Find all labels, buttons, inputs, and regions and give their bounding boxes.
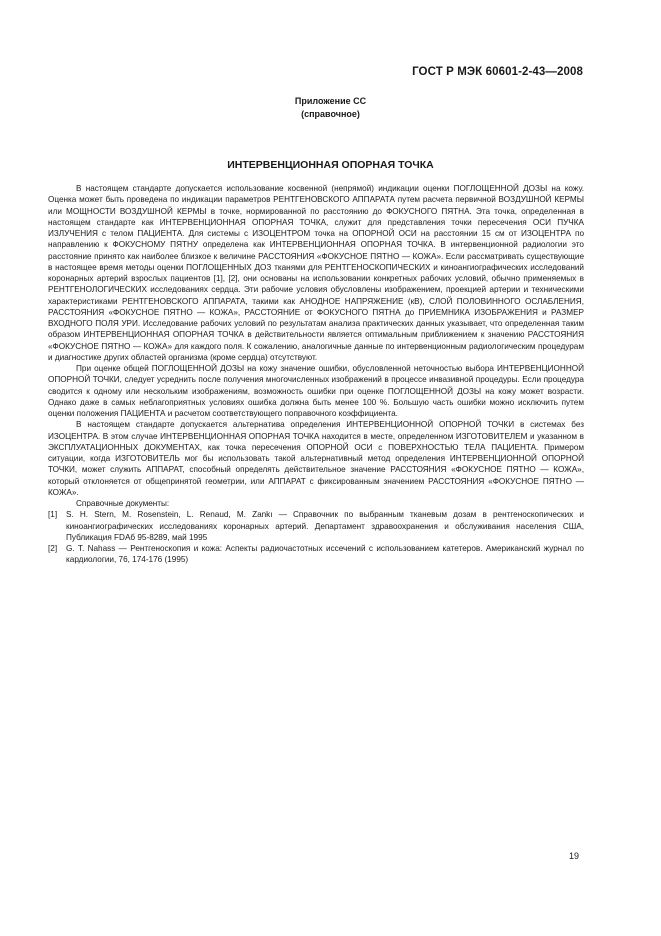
reference-number: [2]	[48, 544, 58, 553]
reference-text: S. H. Stern, M. Rosenstein, L. Renaud, M. Zankı — Справочник по выбранным тканевым дозам в рентгеноскопических и киноангиографических исследованиях коронарных артерий. Департамент здравоохранения и обслуживания населения США, Публикация FDАб 95-8289, май 1995	[66, 510, 584, 542]
references-heading: Справочные документы:	[76, 499, 170, 508]
paragraph: В настоящем стандарте допускается альтернатива определения ИНТЕРВЕНЦИОННОЙ ОПОРНОЙ ТОЧКИ в системах без ИЗОЦЕНТРА. В этом случае ИНТЕРВЕНЦИОННАЯ ОПОРНАЯ ТОЧКА находится в месте, определенном ИЗГОТОВИТЕЛЕМ и указанном в ЭКСПЛУАТАЦИОННЫХ ДОКУМЕНТАХ, как точка пересечения ОПОРНОЙ ОСИ с ПОВЕРХНОСТЬЮ ТЕЛА ПАЦИЕНТА. Примером ситуации, когда ИЗГОТОВИТЕЛЬ мог бы использовать такой альтернативный метод определения ИНТЕРВЕНЦИОННОЙ ОПОРНОЙ ТОЧКИ, может служить АППАРАТ, способный определять действительное значение РАССТОЯНИЯ «ФОКУСНОЕ ПЯТНО — КОЖА», который отклоняется от общепринятой геометрии, или АППАРАТ с фиксированным значением РАССТОЯНИЯ «ФОКУСНОЕ ПЯТНО — КОЖА».	[48, 420, 584, 497]
annex-name: Приложение СС	[294, 96, 367, 106]
standard-designation: ГОСТ Р МЭК 60601-2-43—2008	[412, 66, 583, 78]
body-text	[48, 183, 584, 566]
paragraph: В настоящем стандарте допускается использование косвенной (непрямой) индикации оценки ПОГЛОЩЕННОЙ ДОЗЫ на кожу. Оценка может быть проведена по индикации параметров РЕНТГЕНОВСКОГО АППАРАТА путем расчета первичной ВОЗДУШНОЙ КЕРМЫ или МОЩНОСТИ ВОЗДУШНОЙ КЕРМЫ в точке, нормированной по расстоянию до ФОКУСНОГО ПЯТНА. Эта точка, определенная в настоящем стандарте как ИНТЕРВЕНЦИОННАЯ ОПОРНАЯ ТОЧКА, служит для представления точки пересечения ОСИ ПУЧКА ИЗЛУЧЕНИЯ с телом ПАЦИЕНТА. Для системы с ИЗОЦЕНТРОМ точка на ОПОРНОЙ ОСИ на расстоянии 15 см от ИЗОЦЕНТРА по направлению к ФОКУСНОМУ ПЯТНУ определена как ИНТЕРВЕНЦИОННАЯ ОПОРНАЯ ТОЧКА. В интервенционной радиологии это расстояние принято как наиболее близкое к величине РАССТОЯНИЯ «ФОКУСНОЕ ПЯТНО — КОЖА». Если рассматривать существующие в настоящее время методы оценки ПОГЛОЩЕННЫХ ДОЗ тканями для РЕНТГЕНОСКОПИЧЕСКИХ и киноангиографических исследований коронарных артерий взрослых пациентов [1], [2], они основаны на использовании конкретных рабочих условий, обычно применяемых в РЕНТГЕНОЛОГИЧЕСКИХ исследованиях сердца. Эти рабочие условия обусловлены изображением, проекцией артерии и техническими характеристиками РЕНТГЕНОВСКОГО АППАРАТА, такими как АНОДНОЕ НАПРЯЖЕНИЕ (кВ), СЛОЙ ПОЛОВИННОГО ОСЛАБЛЕНИЯ, РАССТОЯНИЯ «ФОКУСНОЕ ПЯТНО — КОЖА», РАССТОЯНИЕ от ФОКУСНОГО ПЯТНА до ПРИЕМНИКА ИЗОБРАЖЕНИЯ и РАЗМЕР ВХОДНОГО ПОЛЯ УРИ. Исследование рабочих условий по результатам анализа практических данных указывает, что определенная таким образом ИНТЕРВЕНЦИОННАЯ ОПОРНАЯ ТОЧКА в действительности является оптимальным приближением к значению РАССТОЯНИЯ «ФОКУСНОЕ ПЯТНО — КОЖА» для каждого поля. К сожалению, аналогичные данные по интервенционным радиологическим процедурам и диагностике других областей организма (кроме сердца) отсутствуют.	[48, 184, 584, 362]
annex-kind: (справочное)	[301, 109, 360, 119]
reference-text: G. T. Nahass — Рентгеноскопия и кожа: Аспекты радиочастотных иссечений с использованием катетеров. Американский журнал по кардиологии, 76, 174-176 (1995)	[66, 544, 584, 565]
page-number: 19	[568, 851, 579, 861]
paragraph: При оценке общей ПОГЛОЩЕННОЙ ДОЗЫ на кожу значение ошибки, обусловленной неточностью выбора ИНТЕРВЕНЦИОННОЙ ОПОРНОЙ ТОЧКИ, следует усреднить после получения многочисленных изображений в процессе инвазивной процедуры. Если процедура сводится к одному или нескольким изображениям, возможность ошибки при оценке ПОГЛОЩЕННОЙ ДОЗЫ на кожу может возрасти. Однако даже в самых неблагоприятных условиях ошибка должна быть менее 100 %. Большую часть ошибки можно исключить путем оценки положения ПАЦИЕНТА и расчетом соответствующего поправочного коэффициента.	[48, 364, 584, 418]
reference-item	[48, 543, 584, 566]
reference-number: [1]	[48, 510, 58, 520]
reference-item	[48, 509, 584, 543]
section-title: ИНТЕРВЕНЦИОННАЯ ОПОРНАЯ ТОЧКА	[227, 159, 434, 171]
